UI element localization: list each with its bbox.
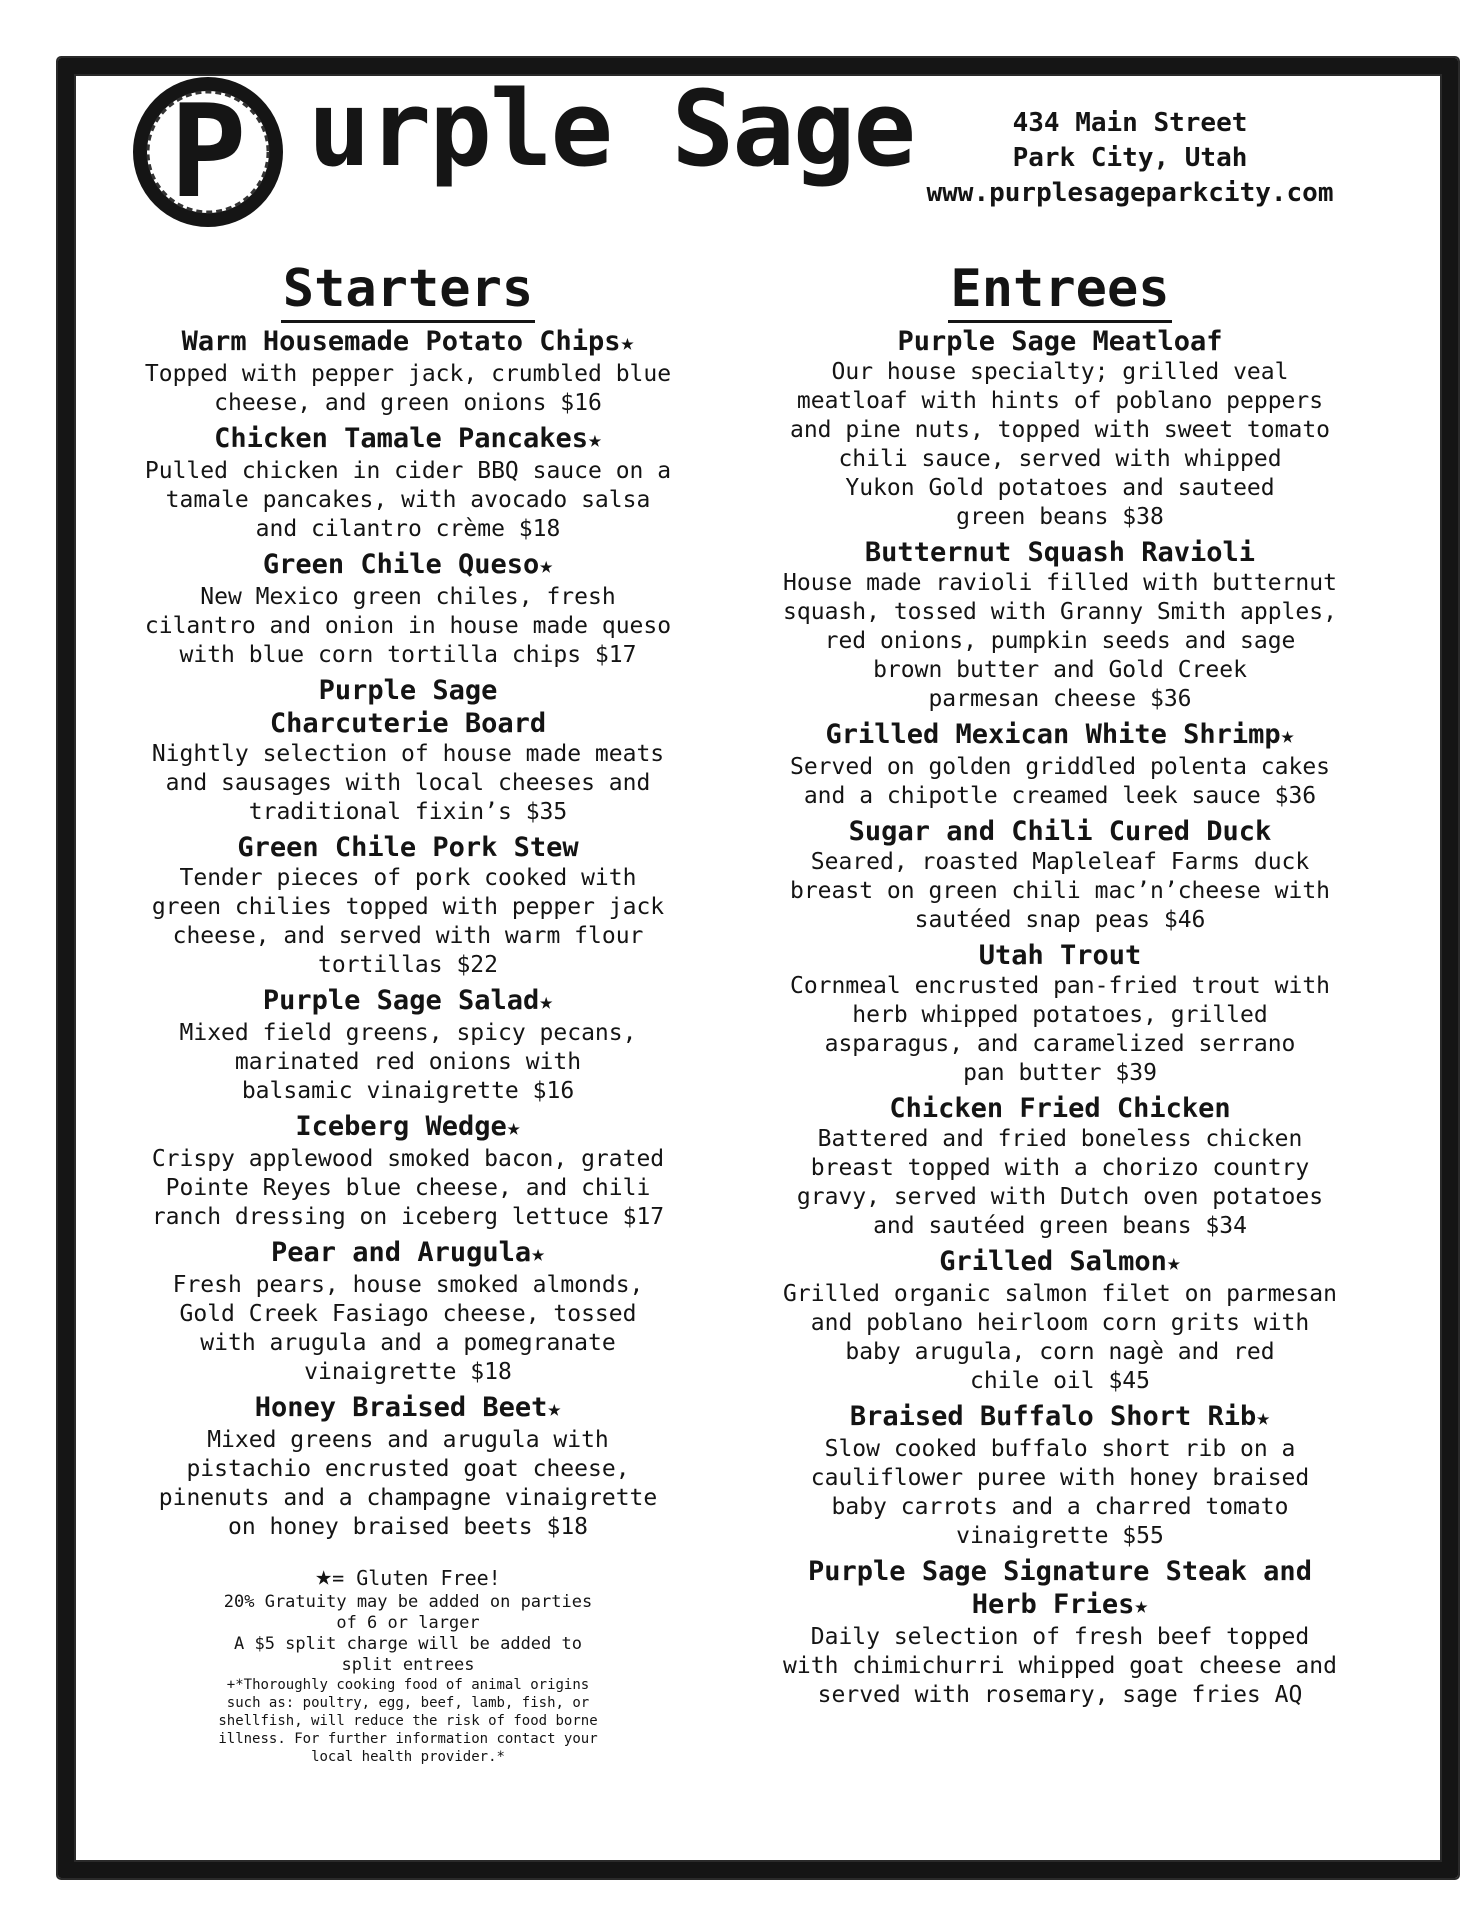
address-block: [870, 106, 1390, 211]
menu-item-description: Grilled organic salmon filet on parmesan and poblano heirloom corn grits with baby arugula, corn nagè and red chile oil $45: [783, 1281, 1337, 1394]
menu-item-description: Fresh pears, house smoked almonds, Gold Creek Fasiago cheese, tossed with arugula and a pomegranate vinaigrette $18: [172, 1272, 644, 1385]
menu-item-name-text: Chicken Fried Chicken: [889, 1093, 1231, 1124]
logo: [120, 62, 915, 247]
menu-item-name-text: Purple Sage Signature Steak and Herb Fries: [808, 1556, 1312, 1620]
menu-item-name: [740, 939, 1380, 972]
menu-item-name-text: Grilled Mexican White Shrimp: [825, 719, 1281, 750]
menu-item-description: Nightly selection of house made meats and sausages with local cheeses and traditional fixin’s $35: [151, 741, 665, 825]
menu-item-name: [92, 325, 724, 360]
menu-item-name-text: Purple Sage Meatloaf: [897, 326, 1223, 357]
menu-item-description: Daily selection of fresh beef topped with chimichurri whipped goat cheese and served with rosemary, sage fries AQ: [783, 1624, 1337, 1708]
food-safety-warning: +*Thoroughly cooking food of animal origins such as: poultry, egg, beef, lamb, fish, or shellfish, will reduce the risk of food borne illness. For further information contact your local health provider.*: [218, 1677, 598, 1765]
menu-item-description: Topped with pepper jack, crumbled blue cheese, and green onions $16: [144, 361, 672, 416]
menu-item-name-text: Warm Housemade Potato Chips: [181, 326, 621, 357]
svg-text:P: P: [169, 78, 247, 227]
menu-item-name: [740, 1245, 1380, 1280]
menu-item-description: Battered and fried boneless chicken breast topped with a chorizo country gravy, served with Dutch oven potatoes and sautéed green beans $34: [796, 1126, 1324, 1239]
menu-item: [740, 815, 1380, 935]
menu-item-name: [92, 422, 724, 457]
menu-item: [740, 1245, 1380, 1396]
menu-item: [92, 1391, 724, 1542]
menu-item-name-text: Sugar and Chili Cured Duck: [848, 816, 1272, 847]
star-icon: ★: [531, 1241, 545, 1267]
address-street: 434 Main Street: [1012, 108, 1248, 138]
menu-item: [740, 1092, 1380, 1241]
menu-item-name-text: Grilled Salmon: [939, 1246, 1167, 1277]
menu-item-description: Slow cooked buffalo short rib on a cauliflower puree with honey braised baby carrots and a charred tomato vinaigrette $55: [810, 1436, 1310, 1549]
menu-item: [92, 831, 724, 980]
star-icon: ★: [620, 330, 635, 356]
menu-item-name-text: Pear and Arugula: [271, 1237, 532, 1268]
menu-item-name: [92, 1110, 724, 1145]
menu-item: [92, 1110, 724, 1232]
menu-item: [740, 718, 1380, 811]
menu-notes: [92, 1559, 724, 1766]
menu-item-name-text: Green Chile Queso: [262, 549, 540, 580]
menu-item-description: New Mexico green chiles, fresh cilantro and onion in house made queso with blue corn tortilla chips $17: [144, 584, 672, 668]
star-icon: ★: [315, 1559, 333, 1592]
gluten-free-legend-text: = Gluten Free!: [332, 1566, 501, 1590]
menu-item-name-text: Utah Trout: [978, 940, 1142, 971]
menu-item-description: House made ravioli filled with butternut squash, tossed with Granny Smith apples, red onions, pumpkin seeds and sage brown butter and Gold Creek parmesan cheese $36: [783, 570, 1337, 712]
menu-item-description: Pulled chicken in cider BBQ sauce on a tamale pancakes, with avocado salsa and cilantro crème $18: [144, 458, 672, 542]
menu-item-description: Tender pieces of pork cooked with green chilies topped with pepper jack cheese, and served with warm flour tortillas $22: [151, 865, 665, 978]
menu-item-name: [740, 1400, 1380, 1435]
menu-item-description: Crispy applewood smoked bacon, grated Pointe Reyes blue cheese, and chili ranch dressing on iceberg lettuce $17: [151, 1146, 665, 1230]
gluten-free-legend: [92, 1559, 724, 1592]
menu-item: [740, 1555, 1380, 1710]
star-icon: ★: [588, 427, 602, 453]
menu-item-name-text: Purple Sage Charcuterie Board: [269, 675, 547, 739]
menu-item-name: [92, 1236, 724, 1271]
menu-item-name: [92, 548, 724, 583]
split-charge-note: A $5 split charge will be added to split entrees: [234, 1634, 582, 1675]
menu-item: [92, 674, 724, 827]
menu-item-name-text: Green Chile Pork Stew: [237, 832, 579, 863]
menu-item: [740, 939, 1380, 1088]
star-icon: ★: [1134, 1593, 1149, 1619]
star-icon: ★: [539, 553, 554, 579]
menu-item-description: Our house specialty; grilled veal meatloaf with hints of poblano peppers and pine nuts, topped with sweet tomato chili sauce, served with whipped Yukon Gold potatoes and sauteed green beans $38: [789, 359, 1331, 530]
star-icon: ★: [1256, 1405, 1271, 1431]
menu-item-name-text: Butternut Squash Ravioli: [864, 537, 1256, 568]
menu-item-name: [92, 674, 724, 740]
address-city: Park City, Utah: [1012, 143, 1248, 173]
logo-p-icon: [128, 72, 288, 232]
menu-item-name: [92, 1391, 724, 1426]
starters-heading: Starters: [281, 258, 535, 323]
menu-item: [92, 548, 724, 670]
star-icon: ★: [1166, 1250, 1181, 1276]
menu-item: [740, 325, 1380, 532]
menu-item: [740, 1400, 1380, 1551]
menu-item-name-text: Iceberg Wedge: [295, 1111, 507, 1142]
menu-item-name-text: Braised Buffalo Short Rib: [849, 1401, 1257, 1432]
star-icon: ★: [506, 1115, 521, 1141]
menu-item: [92, 1236, 724, 1387]
starters-column: [92, 258, 724, 1766]
entrees-list: [740, 325, 1380, 1710]
menu-item-description: Cornmeal encrusted pan-fried trout with herb whipped potatoes, grilled asparagus, and caramelized serrano pan butter $39: [789, 973, 1331, 1086]
menu-item-name: [740, 1555, 1380, 1623]
menu-item-name-text: Purple Sage Salad: [262, 985, 540, 1016]
entrees-column: [740, 258, 1380, 1714]
starters-list: [92, 325, 724, 1542]
menu-item-name: [740, 815, 1380, 848]
menu-item: [740, 536, 1380, 714]
gratuity-note: 20% Gratuity may be added on parties of 6 or larger: [223, 1592, 593, 1633]
menu-item: [92, 984, 724, 1106]
menu-item-name: [740, 718, 1380, 753]
menu-item: [92, 325, 724, 418]
menu-item-name: [740, 1092, 1380, 1125]
logo-wordmark: urple Sage: [308, 68, 915, 190]
entrees-heading: Entrees: [948, 258, 1171, 323]
star-icon: ★: [539, 989, 554, 1015]
menu-item-name: [92, 984, 724, 1019]
menu-item-description: Served on golden griddled polenta cakes and a chipotle creamed leek sauce $36: [789, 754, 1331, 809]
menu-item-description: Mixed greens and arugula with pistachio encrusted goat cheese, pinenuts and a champagne vinaigrette on honey braised beets $18: [158, 1427, 658, 1540]
website-link[interactable]: www.purplesageparkcity.com: [926, 178, 1334, 208]
menu-item-description: Seared, roasted Mapleleaf Farms duck breast on green chili mac’n’cheese with sautéed snap peas $46: [789, 849, 1331, 933]
star-icon: ★: [1280, 723, 1295, 749]
menu-item-description: Mixed field greens, spicy pecans, marinated red onions with balsamic vinaigrette $16: [179, 1020, 637, 1104]
menu-item-name: [92, 831, 724, 864]
menu-item: [92, 422, 724, 544]
menu-item-name: [740, 536, 1380, 569]
menu-item-name-text: Chicken Tamale Pancakes: [214, 423, 588, 454]
menu-item-name: [740, 325, 1380, 358]
menu-item-name-text: Honey Braised Beet: [254, 1392, 548, 1423]
star-icon: ★: [547, 1396, 562, 1422]
